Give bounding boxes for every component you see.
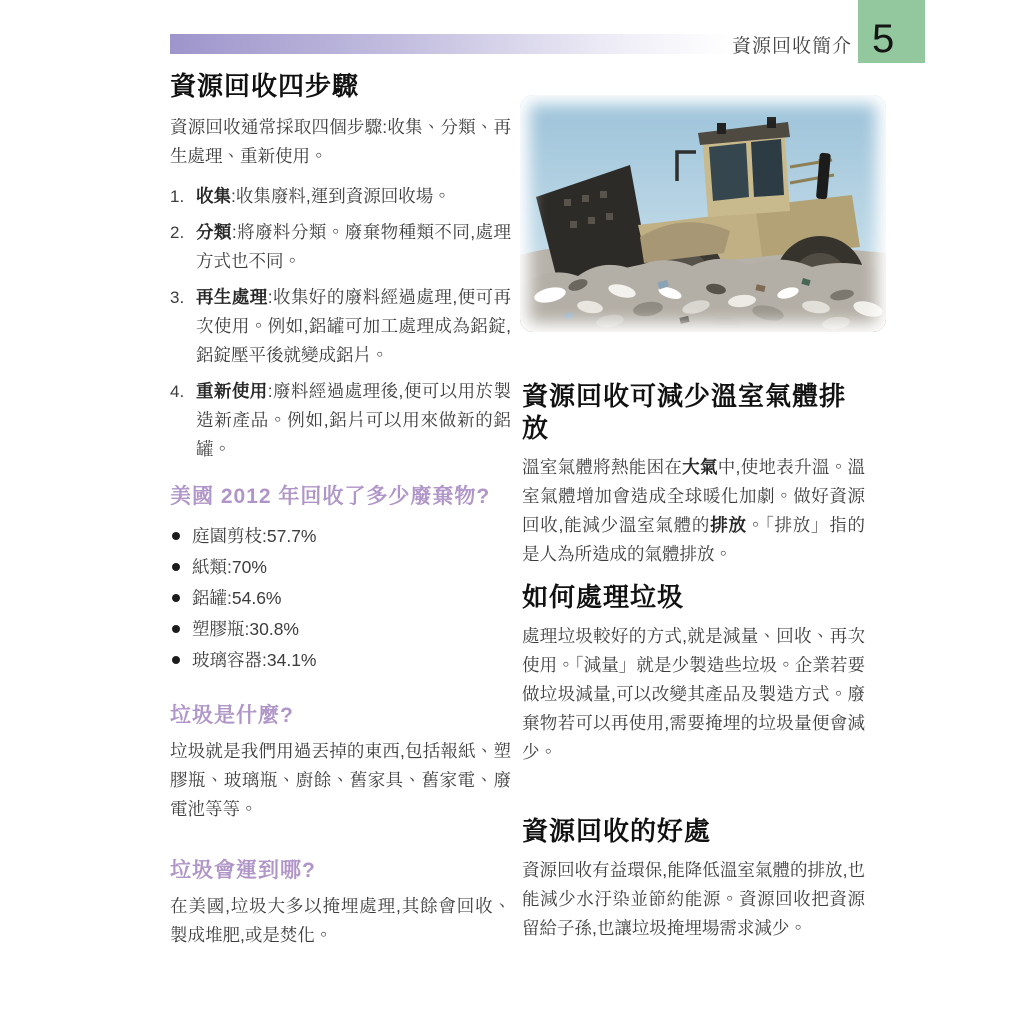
stat-text: 庭園剪枝:57.7% xyxy=(192,526,317,546)
paragraph-segment: 。「排放」指的是人為所造成的氣體排放。 xyxy=(522,515,865,564)
list-item xyxy=(170,522,511,553)
page-number: 5 xyxy=(872,17,895,61)
chapter-title: 資源回收簡介 xyxy=(731,36,852,57)
step-term: 分類 xyxy=(196,222,232,242)
step-text: :收集廢料,運到資源回收場。 xyxy=(231,186,451,206)
list-item xyxy=(170,646,511,677)
bullet-icon xyxy=(172,563,180,571)
list-item xyxy=(170,182,511,211)
step-number: 3. xyxy=(170,288,185,307)
subheading-recycle-stats: 美國 2012 年回收了多少廢棄物? xyxy=(170,485,491,508)
step-number: 1. xyxy=(170,187,185,206)
stat-text: 玻璃容器:34.1% xyxy=(192,650,317,670)
benefits-paragraph: 資源回收有益環保,能降低溫室氣體的排放,也能減少水汙染並節約能源。資源回收把資源留給子孫,也讓垃圾掩埋場需求減少。 xyxy=(522,860,865,938)
handle-garbage-paragraph: 處理垃圾較好的方式,就是減量、回收、再次使用。「減量」就是少製造些垃圾。企業若要做垃圾減量,可以改變其產品及製造方式。廢棄物若可以再使用,需要掩埋的垃圾量便會減少。 xyxy=(522,626,865,762)
bold-term: 排放 xyxy=(710,515,747,535)
step-term: 重新使用 xyxy=(196,381,268,401)
section-heading-four-steps: 資源回收四步驟 xyxy=(170,71,360,101)
left-column xyxy=(170,70,511,950)
list-item xyxy=(170,615,511,646)
page-number-badge xyxy=(858,0,925,63)
paragraph-segment: 溫室氣體將熱能困在 xyxy=(522,457,683,477)
list-item xyxy=(170,283,511,370)
step-term: 收集 xyxy=(196,186,231,206)
right-column xyxy=(522,95,865,955)
intro-paragraph: 資源回收通常採取四個步驟:收集、分類、再生處理、重新使用。 xyxy=(170,117,511,166)
paragraph-segment: 中,使地表升溫。溫室氣體增加會造成全球暖化加劇。做好資源回收,能減少溫室氣體的 xyxy=(522,457,865,535)
subheading-what-is-garbage: 垃圾是什麼? xyxy=(170,704,294,727)
step-text: :收集好的廢料經過處理,便可再次使用。例如,鋁罐可加工處理成為鋁錠,鋁錠壓平後就變成鋁片。 xyxy=(196,287,511,365)
landfill-photo-graphic xyxy=(520,95,886,332)
bullet-icon xyxy=(172,532,180,540)
step-term: 再生處理 xyxy=(196,287,268,307)
stat-text: 鋁罐:54.6% xyxy=(192,588,282,608)
bold-term: 大氣 xyxy=(682,457,718,477)
subheading-where-garbage-goes: 垃圾會運到哪? xyxy=(170,859,316,882)
section-heading-handle-garbage: 如何處理垃圾 xyxy=(522,582,685,612)
recycling-steps-list xyxy=(170,182,511,464)
step-text: :將廢料分類。廢棄物種類不同,處理方式也不同。 xyxy=(196,222,512,271)
recycle-stats-list xyxy=(170,522,511,677)
stat-text: 紙類:70% xyxy=(192,557,267,577)
stat-text: 塑膠瓶:30.8% xyxy=(192,619,299,639)
list-item xyxy=(170,377,511,464)
section-heading-benefits: 資源回收的好處 xyxy=(522,816,712,846)
list-item xyxy=(170,584,511,615)
where-garbage-goes-paragraph: 在美國,垃圾大多以掩埋處理,其餘會回收、製成堆肥,或是焚化。 xyxy=(170,896,511,945)
list-item xyxy=(170,218,511,276)
greenhouse-paragraph xyxy=(522,453,865,569)
step-number: 4. xyxy=(170,382,185,401)
landfill-compactor-photo xyxy=(520,95,886,332)
bullet-icon xyxy=(172,594,180,602)
step-text: :廢料經過處理後,便可以用於製造新產品。例如,鋁片可以用來做新的鋁罐。 xyxy=(196,381,511,459)
section-heading-greenhouse: 資源回收可減少溫室氣體排放 xyxy=(522,381,847,443)
what-is-garbage-paragraph: 垃圾就是我們用過丟掉的東西,包括報紙、塑膠瓶、玻璃瓶、廚餘、舊家具、舊家電、廢電池等等。 xyxy=(170,741,511,819)
bullet-icon xyxy=(172,656,180,664)
header-gradient-bar xyxy=(170,34,732,54)
list-item xyxy=(170,553,511,584)
step-number: 2. xyxy=(170,223,185,242)
bullet-icon xyxy=(172,625,180,633)
